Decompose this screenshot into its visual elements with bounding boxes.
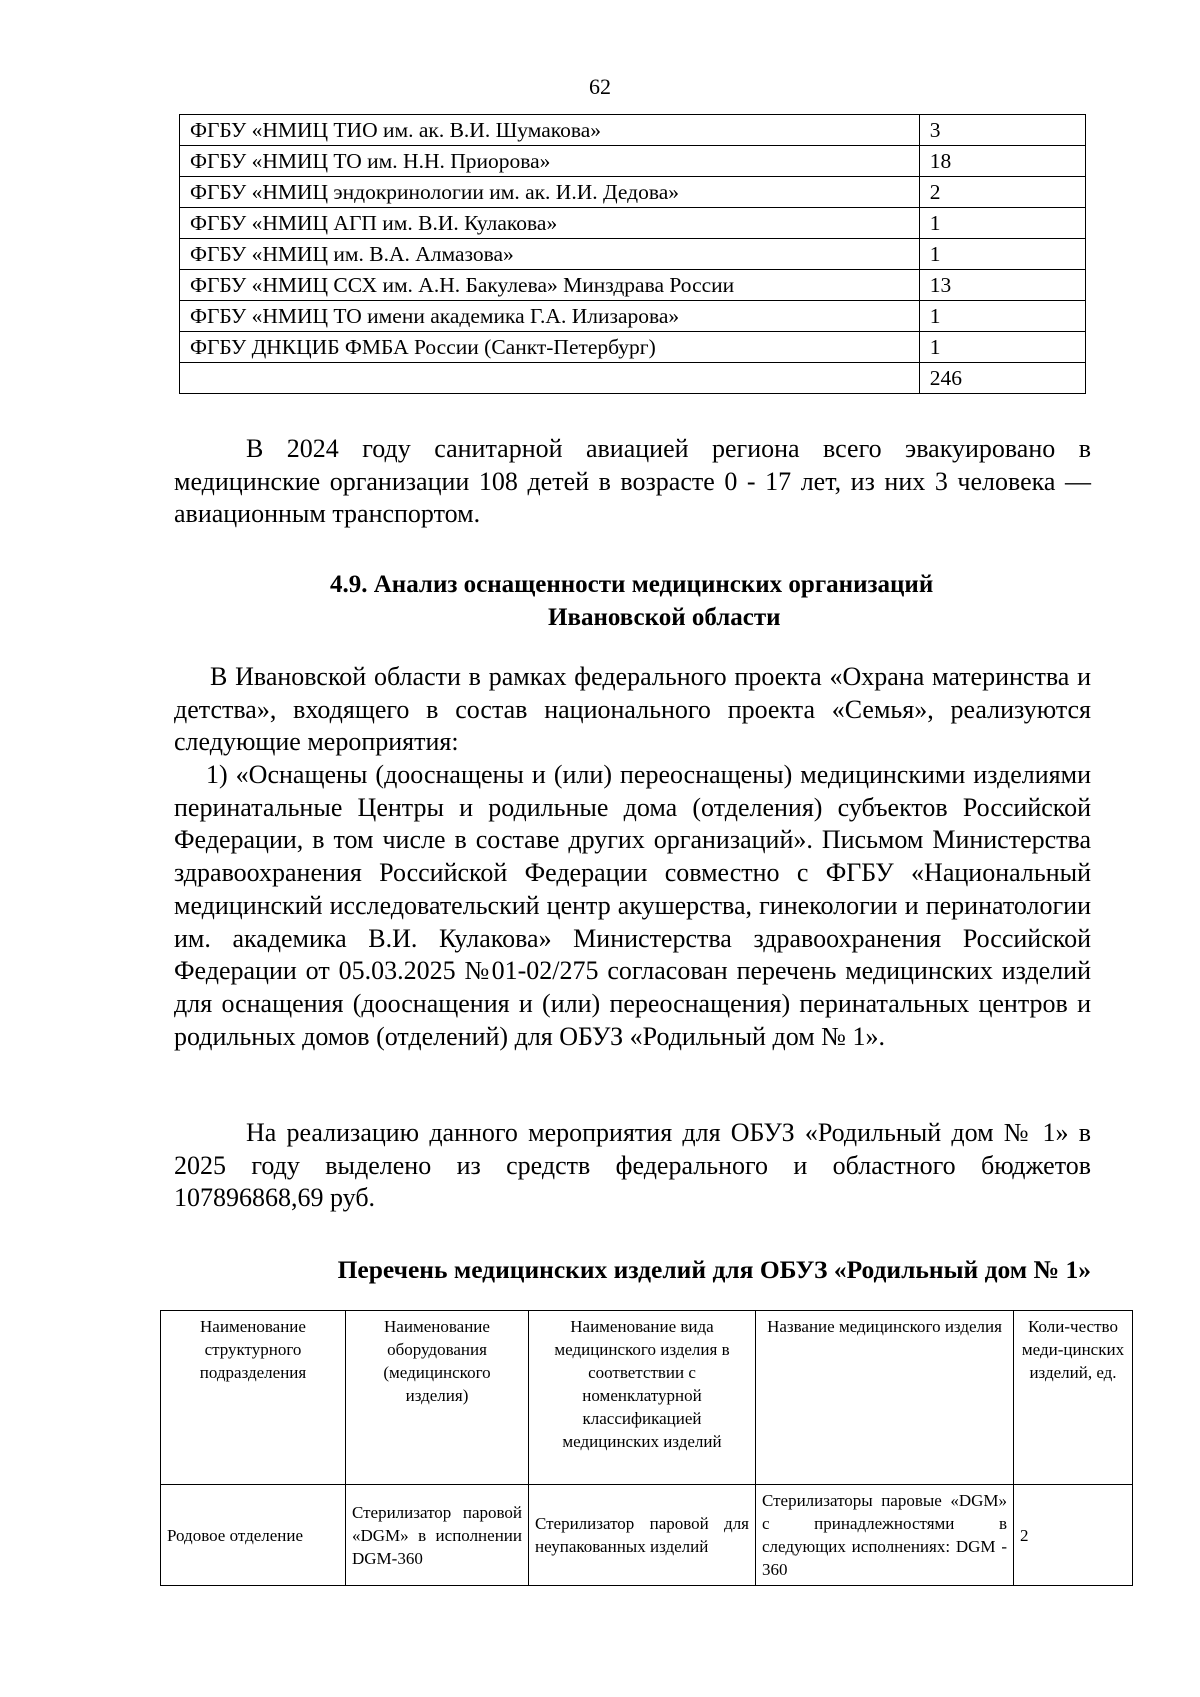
institution-count: 1: [919, 239, 1085, 270]
institution-count: 1: [919, 208, 1085, 239]
institution-count: 13: [919, 270, 1085, 301]
table-row: [180, 332, 1086, 363]
total-label-cell: [180, 363, 920, 394]
institution-name: ФГБУ «НМИЦ эндокринологии им. ак. И.И. Дедова»: [180, 177, 920, 208]
cell-equipment: Стерилизатор паровой «DGM» в исполнении DGM-360: [346, 1485, 529, 1586]
paragraph-project: В Ивановской области в рамках федерального проекта «Охрана материнства и детства», входящего в состав национального проекта «Семья», реализуются следующие мероприятия:: [174, 662, 1091, 757]
institution-count: 1: [919, 332, 1085, 363]
header-kind: Наименование вида медицинского изделия в соответствии с номенклатурной классификацией медицинских изделий: [529, 1311, 756, 1485]
header-product: Название медицинского изделия: [756, 1311, 1014, 1485]
institution-count: 3: [919, 115, 1085, 146]
cell-quantity: 2: [1014, 1485, 1133, 1586]
institution-count: 1: [919, 301, 1085, 332]
institution-count: 2: [919, 177, 1085, 208]
institution-name: ФГБУ «НМИЦ ТО имени академика Г.А. Илизарова»: [180, 301, 920, 332]
cell-department: Родовое отделение: [161, 1485, 346, 1586]
cell-kind: Стерилизатор паровой для неупакованных изделий: [529, 1485, 756, 1586]
cell-product: Стерилизаторы паровые «DGM» с принадлежностями в следующих исполнениях: DGM - 360: [756, 1485, 1014, 1586]
table-row: [180, 270, 1086, 301]
table-row: [161, 1485, 1133, 1586]
table-row: [180, 115, 1086, 146]
institution-name: ФГБУ «НМИЦ им. В.А. Алмазова»: [180, 239, 920, 270]
header-quantity: Коли-чество меди-цинских изделий, ед.: [1014, 1311, 1133, 1485]
page-number: 62: [589, 74, 611, 99]
section-heading: [174, 568, 1091, 634]
equipment-table-caption: Перечень медицинских изделий для ОБУЗ «Родильный дом № 1»: [337, 1255, 1091, 1284]
paragraph-funding: На реализацию данного мероприятия для ОБУЗ «Родильный дом № 1» в 2025 году выделено из средств федерального и областного бюджетов 107896868,69 руб.: [174, 1118, 1091, 1213]
header-equipment: Наименование оборудования (медицинского изделия): [346, 1311, 529, 1485]
institution-name: ФГБУ «НМИЦ ТО им. Н.Н. Приорова»: [180, 146, 920, 177]
header-department: Наименование структурного подразделения: [161, 1311, 346, 1485]
institution-name: ФГБУ «НМИЦ ТИО им. ак. В.И. Шумакова»: [180, 115, 920, 146]
paragraph-item-1: 1) «Оснащены (дооснащены и (или) переоснащены) медицинскими изделиями перинатальные Центры и родильные дома (отделения) субъектов Российской Федерации, в том числе в составе других организаций». Письмом Министерства здравоохранения Российской Федерации совместно с ФГБУ «Национальный медицинский исследовательский центр акушерства, гинекологии и перинатологии им. академика В.И. Кулакова» Министерства здравоохранения Российской Федерации от 05.03.2025 №01-02/275 согласован перечень медицинских изделий для оснащения (дооснащения и (или) переоснащения) перинатальных центров и родильных домов (отделений) для ОБУЗ «Родильный дом № 1».: [174, 760, 1091, 1051]
paragraph-evacuation: В 2024 году санитарной авиацией региона всего эвакуировано в медицинские организации 108 детей в возрасте 0 - 17 лет, из них 3 человека — авиационным транспортом.: [174, 434, 1091, 529]
institution-name: ФГБУ «НМИЦ ССХ им. А.Н. Бакулева» Минздрава России: [180, 270, 920, 301]
institution-name: ФГБУ «НМИЦ АГП им. В.И. Кулакова»: [180, 208, 920, 239]
table-header-row: [161, 1311, 1133, 1485]
total-count: 246: [919, 363, 1085, 394]
table-row: [180, 301, 1086, 332]
table-row: [180, 208, 1086, 239]
table-row: [180, 239, 1086, 270]
table-row: [180, 177, 1086, 208]
section-heading-line2: Ивановской области: [548, 604, 781, 631]
institution-count: 18: [919, 146, 1085, 177]
institutions-table: [179, 114, 1086, 394]
table-row: [180, 146, 1086, 177]
section-heading-line1: 4.9. Анализ оснащенности медицинских организаций: [330, 571, 934, 598]
equipment-table: [160, 1310, 1133, 1586]
table-total-row: [180, 363, 1086, 394]
institution-name: ФГБУ ДНКЦИБ ФМБА России (Санкт-Петербург): [180, 332, 920, 363]
